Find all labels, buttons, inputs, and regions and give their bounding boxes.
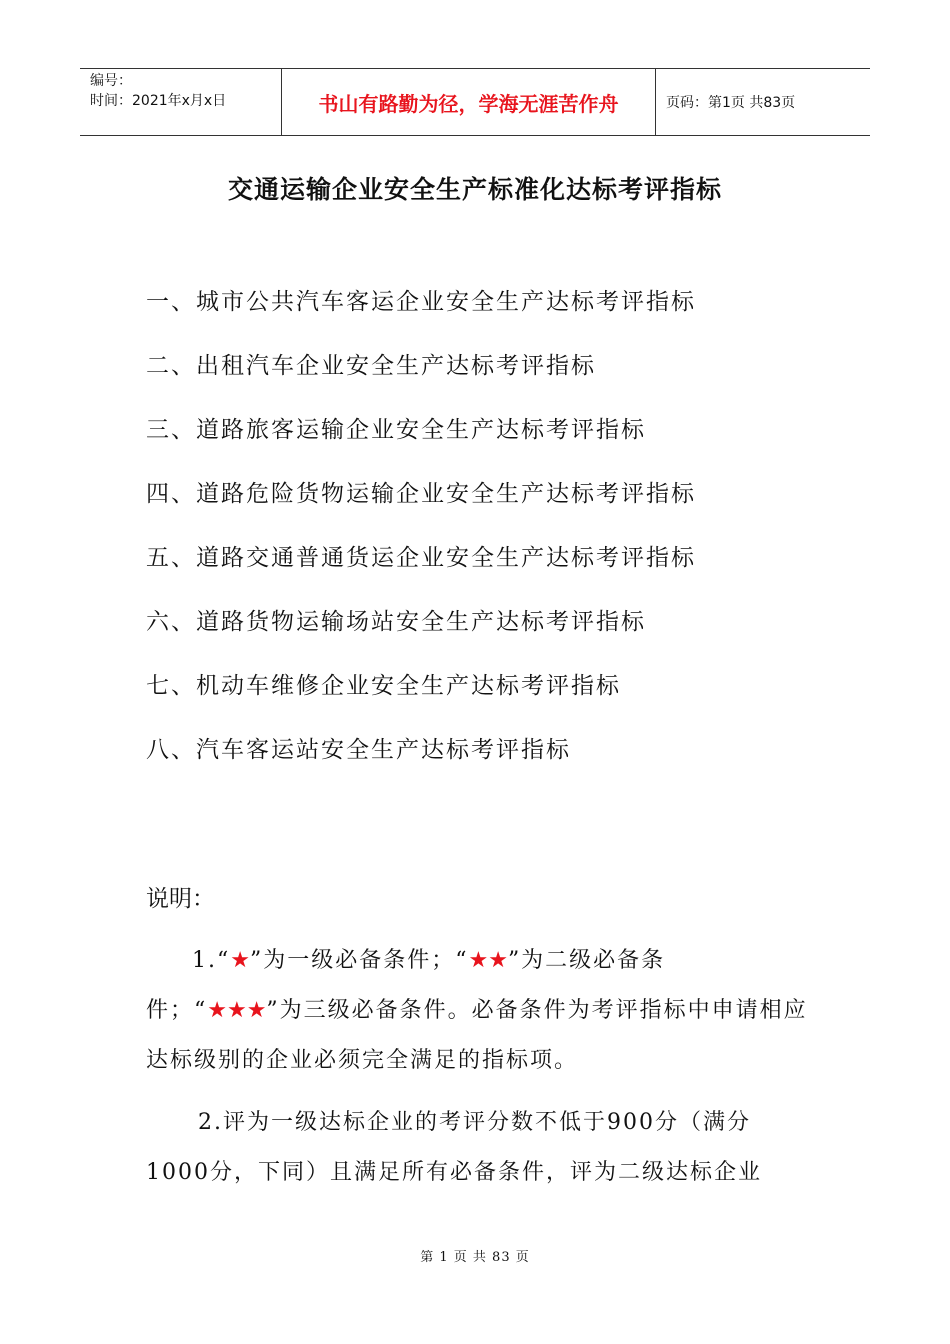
note1-mid1: ”为一级必备条件；“ (249, 948, 469, 973)
note1-mid2: ”为二级必备条件；“ (146, 948, 666, 1023)
number-label: 编号： (90, 73, 132, 89)
toc-item: 四、道路危险货物运输企业安全生产达标考评指标 (146, 481, 696, 507)
toc-list (146, 282, 696, 794)
header-table (80, 68, 870, 136)
toc-item: 一、城市公共汽车客运企业安全生产达标考评指标 (146, 289, 696, 315)
notes-heading: 说明： (146, 886, 215, 912)
toc-item: 五、道路交通普通货运企业安全生产达标考评指标 (146, 545, 696, 571)
document-title: 交通运输企业安全生产标准化达标考评指标 (227, 175, 722, 204)
toc-item: 三、道路旅客运输企业安全生产达标考评指标 (146, 417, 646, 443)
note1-prefix: 1.“ (192, 948, 231, 973)
header-meta (80, 69, 282, 135)
star-level-1-icon: ★ (230, 948, 250, 973)
star-level-2-icon: ★★ (468, 948, 508, 973)
note-item-1 (146, 936, 810, 1086)
note1-rest: ”为三级必备条件。必备条件为考评指标中申请相应达标级别的企业必须完全满足的指标项。 (146, 998, 808, 1073)
star-level-3-icon: ★★★ (207, 998, 267, 1023)
time-label: 时间：2021年x月x日 (90, 93, 227, 109)
toc-item: 八、汽车客运站安全生产达标考评指标 (146, 737, 571, 763)
toc-item: 七、机动车维修企业安全生产达标考评指标 (146, 673, 621, 699)
toc-item: 二、出租汽车企业安全生产达标考评指标 (146, 353, 596, 379)
page-footer: 第 1 页 共 83 页 (420, 1250, 530, 1265)
toc-item: 六、道路货物运输场站安全生产达标考评指标 (146, 609, 646, 635)
header-motto: 书山有路勤为径，学海无涯苦作舟 (282, 69, 656, 135)
note-item-2: 2.评为一级达标企业的考评分数不低于900分（满分1000分，下同）且满足所有必备条件，评为二级达标企业 (146, 1110, 762, 1185)
header-page-info: 页码：第1页 共83页 (666, 95, 796, 111)
